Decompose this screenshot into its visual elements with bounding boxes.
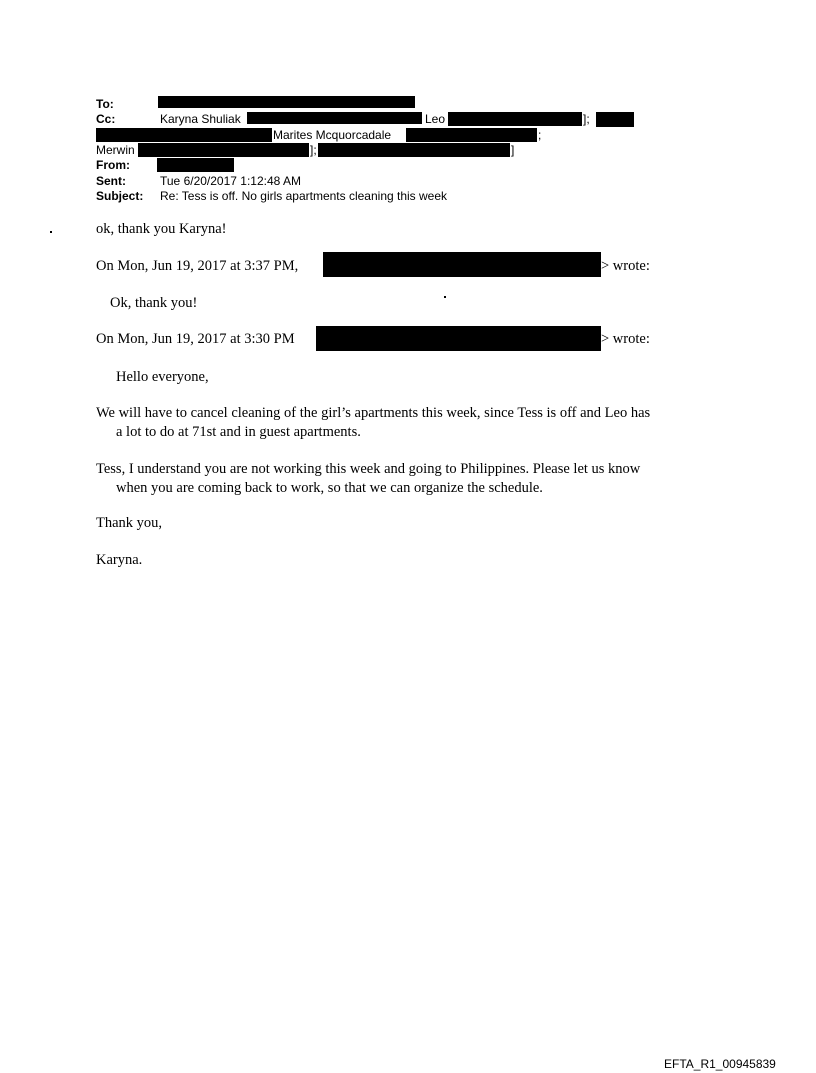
quote1-header-prefix: On Mon, Jun 19, 2017 at 3:37 PM,	[96, 258, 299, 274]
quote1-header-suffix: > wrote:	[601, 258, 650, 274]
redacted-quote2-sender	[316, 326, 601, 351]
redacted-cc-1	[247, 112, 422, 124]
subject-value: Re: Tess is off. No girls apartments cleaning this week	[160, 189, 448, 203]
reply-text: ok, thank you Karyna!	[96, 221, 227, 237]
cc-karyna: Karyna Shuliak	[160, 112, 241, 126]
redacted-quote1-sender	[323, 252, 601, 277]
sent-label: Sent:	[96, 174, 126, 188]
quote2-header-prefix: On Mon, Jun 19, 2017 at 3:30 PM	[96, 331, 295, 347]
cc-label: Cc:	[96, 112, 116, 126]
paragraph-1-line-1: We will have to cancel cleaning of the girl’s apartments this week, since Tess is off and Leo has	[96, 405, 651, 421]
redacted-cc-5	[406, 128, 537, 142]
cc-separator-3: ];	[310, 143, 317, 157]
cc-leo: Leo	[425, 112, 446, 126]
redacted-to-address	[158, 96, 415, 108]
to-label: To:	[96, 97, 114, 111]
redacted-cc-4	[96, 128, 272, 142]
closing-text: Thank you,	[96, 515, 163, 531]
subject-label: Subject:	[96, 189, 144, 203]
redacted-cc-2	[448, 112, 582, 126]
redacted-from-address	[157, 158, 234, 172]
quote1-text: Ok, thank you!	[110, 295, 198, 311]
scan-speck	[444, 296, 446, 298]
redacted-cc-3	[596, 112, 634, 127]
cc-separator-4: ]	[511, 143, 515, 157]
greeting-text: Hello everyone,	[116, 369, 209, 385]
redacted-cc-6	[138, 143, 309, 157]
from-label: From:	[96, 158, 130, 172]
paragraph-1-line-2: a lot to do at 71st and in guest apartments.	[116, 424, 361, 440]
signature-text: Karyna.	[96, 552, 143, 568]
redacted-cc-7	[318, 143, 510, 157]
cc-separator-2: ;	[538, 128, 542, 142]
paragraph-2-line-2: when you are coming back to work, so that we can organize the schedule.	[116, 480, 543, 496]
document-id: EFTA_R1_00945839	[664, 1057, 776, 1071]
paragraph-2-line-1: Tess, I understand you are not working this week and going to Philippines. Please let us know	[96, 461, 641, 477]
quote2-header-suffix: > wrote:	[601, 331, 650, 347]
scan-speck	[50, 231, 52, 233]
sent-value: Tue 6/20/2017 1:12:48 AM	[160, 174, 301, 188]
cc-merwin: Merwin	[96, 143, 135, 157]
cc-marites: Marites Mcquorcadale	[273, 128, 392, 142]
cc-separator-1: ];	[583, 112, 590, 126]
